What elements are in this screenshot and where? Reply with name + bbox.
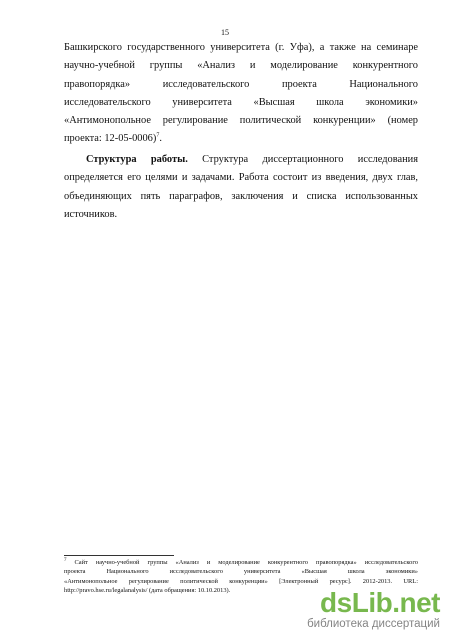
paragraph-line <box>64 151 418 169</box>
paragraph-structure <box>64 151 418 224</box>
dslib-watermark <box>307 589 440 631</box>
paragraph-acknowledgement <box>64 39 418 149</box>
paragraph-end-punct: . <box>159 133 162 145</box>
paragraph-line: объединяющих пять параграфов, заключения и списка использованных <box>64 190 418 202</box>
footnote-reference[interactable]: 7 <box>156 133 160 140</box>
paragraph-line: определяется его целями и задачами. Работа состоит из введения, двух глав, <box>64 172 418 184</box>
paragraph-last-text: проекта: 12-05-0006) <box>64 133 157 145</box>
footnote-mark: 7 <box>64 557 67 563</box>
watermark-logo: dsLib.net <box>320 587 440 618</box>
paragraph-line: научно-учебной группы «Анализ и моделирование конкурентного <box>64 60 418 72</box>
section-heading-inline: Структура работы. <box>86 154 188 165</box>
paragraph-line: «Антимонопольное регулирование политической конкуренции» (номер <box>64 115 418 127</box>
footnote-line <box>64 558 418 567</box>
footnote-separator <box>64 555 174 556</box>
paragraph-line: Башкирского государственного университета (г. Уфа), а также на семинаре <box>64 42 418 53</box>
footnote-link[interactable]: http://pravo.hse.ru/legalanalysis/ (дата обращения: 10.10.2013). <box>64 586 231 594</box>
watermark-subtitle: библиотека диссертаций <box>307 618 440 630</box>
paragraph-line <box>64 130 418 148</box>
footnote-line: «Антимонопольное регулирование политической конкуренции» [Электронный ресурс]. 2012-2013. URL: <box>64 577 418 585</box>
paragraph-line-text: Структура диссертационного исследования <box>187 154 418 165</box>
footnote-line: проекта Национального исследовательского университета «Высшая школа экономики» <box>64 568 418 576</box>
paragraph-line: правопорядка» исследовательского проекта Национального <box>64 78 418 90</box>
paragraph-line: источников. <box>64 208 118 220</box>
page-number: 15 <box>221 28 229 37</box>
footnote-text: Сайт научно-учебной группы «Анализ и моделирование конкурентного правопорядка» исследовательского <box>66 559 418 566</box>
paragraph-line: исследовательского университета «Высшая школа экономики» <box>64 96 418 108</box>
